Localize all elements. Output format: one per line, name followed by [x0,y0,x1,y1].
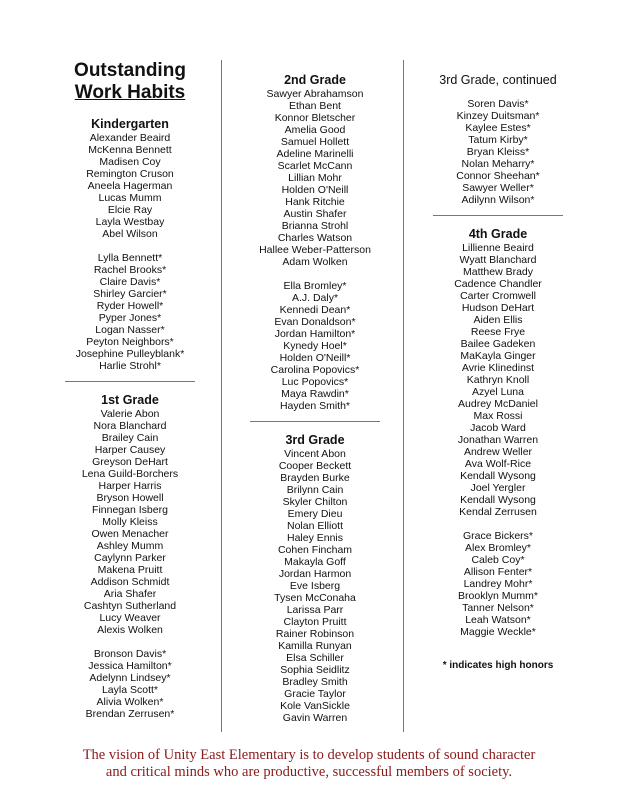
student-name: Bronson Davis* [93,648,167,660]
student-name: Reese Frye [470,326,526,338]
vision-statement [0,747,618,781]
student-name: Ella Bromley* [283,280,347,292]
student-name: MaKayla Ginger [460,350,536,362]
student-name: Audrey McDaniel [458,398,538,410]
student-name: Finnegan Isberg [92,504,168,516]
student-name: Hank Ritchie [285,196,345,208]
student-name: Hudson DeHart [461,302,535,314]
student-name: Kendall Wysong [460,470,536,482]
student-name: Bryson Howell [96,492,164,504]
title-line-2: Work Habits [74,82,186,103]
student-name: Kamilla Runyan [278,640,352,652]
student-name: Jacob Ward [470,422,526,434]
student-name: Joel Yergler [470,482,526,494]
student-name: Jordan Harmon [278,568,352,580]
student-name: Addison Schmidt [90,576,170,588]
student-name: Ava Wolf-Rice [464,458,532,470]
student-name: Lucas Mumm [98,192,162,204]
student-name: Larissa Parr [286,604,344,616]
student-name: Tatum Kirby* [468,134,528,146]
student-name: Bailee Gadeken [460,338,536,350]
group-spacer [408,518,588,530]
student-name: Madisen Coy [99,156,161,168]
student-name: Caylynn Parker [94,552,166,564]
student-name: Cohen Fincham [277,544,353,556]
high-honors-note: * indicates high honors [442,660,554,671]
student-name: Sophia Seidlitz [280,664,350,676]
grade-heading: 4th Grade [468,227,528,241]
student-name: Lillienne Beaird [462,242,534,254]
student-name: Aiden Ellis [473,314,523,326]
student-name: Pyper Jones* [98,312,162,324]
student-name: Rachel Brooks* [93,264,167,276]
student-name: Layla Westbay [95,216,165,228]
student-name: Jordan Hamilton* [274,328,356,340]
student-name: Kole VanSickle [280,700,350,712]
student-name: Ryder Howell* [96,300,164,312]
section-divider [65,381,195,382]
column-right [408,60,588,672]
student-name: Valerie Abon [100,408,160,420]
column-divider-left [221,60,222,732]
grade-heading: 3rd Grade [285,433,345,447]
student-name: Abel Wilson [102,228,158,240]
student-name: Andrew Weller [463,446,533,458]
student-name: Emery Dieu [287,508,343,520]
grade-heading: 1st Grade [101,393,159,407]
student-name: Carter Cromwell [460,290,536,302]
student-name: Lylla Bennett* [97,252,163,264]
student-name: Greyson DeHart [92,456,168,468]
student-name: Alex Bromley* [465,542,531,554]
student-name: Tysen McConaha [274,592,356,604]
student-name: Lillian Mohr [288,172,342,184]
student-name: Connor Sheehan* [456,170,540,182]
grade-heading: 2nd Grade [284,73,346,87]
student-name: Brailey Cain [101,432,159,444]
title-line-1: Outstanding [74,60,186,81]
student-name: Josephine Pulleyblank* [75,348,185,360]
student-name: Adeline Marinelli [276,148,354,160]
student-name: Matthew Brady [462,266,534,278]
student-name: Kendal Zerrusen [459,506,537,518]
student-name: Molly Kleiss [102,516,158,528]
student-name: A.J. Daly* [291,292,339,304]
student-name: Shirley Garcier* [93,288,167,300]
student-name: Ashley Mumm [96,540,164,552]
third-grade-continued-list [408,98,588,206]
vision-line-1: The vision of Unity East Elementary is to develop students of sound character [82,747,536,763]
fourth-grade-section [408,226,588,638]
group-spacer [40,240,220,252]
section-divider [250,421,380,422]
student-name: Harper Harris [98,480,162,492]
student-name: Austin Shafer [283,208,347,220]
student-name: Brilynn Cain [286,484,344,496]
student-name: Brianna Strohl [281,220,349,232]
student-name: Brayden Burke [280,472,350,484]
student-name: Soren Davis* [467,98,529,110]
student-name: Brooklyn Mumm* [458,590,538,602]
student-name: Cashtyn Sutherland [83,600,177,612]
student-name: Tanner Nelson* [462,602,534,614]
student-name: Peyton Neighbors* [86,336,174,348]
student-name: Haley Ennis [286,532,344,544]
student-name: Brendan Zerrusen* [85,708,175,720]
student-name: Owen Menacher [91,528,169,540]
section-divider [433,215,563,216]
student-name: Kaylee Estes* [465,122,531,134]
student-name: Vincent Abon [284,448,346,460]
student-name: Carolina Popovics* [270,364,360,376]
student-name: Allison Fenter* [463,566,533,578]
student-name: Layla Scott* [101,684,159,696]
student-name: Clayton Pruitt [283,616,347,628]
student-name: Remington Cruson [86,168,174,180]
student-name: Cooper Beckett [278,460,352,472]
student-name: Caleb Coy* [471,554,525,566]
student-name: Elsa Schiller [286,652,344,664]
student-name: Aneela Hagerman [87,180,173,192]
student-name: Makena Pruitt [97,564,163,576]
student-name: Bradley Smith [282,676,348,688]
student-name: Nora Blanchard [93,420,167,432]
column-middle [225,60,405,724]
student-name: Jonathan Warren [457,434,539,446]
column-middle-sections [225,72,405,724]
student-name: Maggie Weckle* [460,626,536,638]
student-name: Lena Guild-Borchers [81,468,179,480]
student-name: Nolan Meharry* [461,158,535,170]
student-name: Alexander Beaird [89,132,171,144]
student-name: Avrie Klinedinst [461,362,535,374]
student-name: Lucy Weaver [99,612,161,624]
student-name: Kathryn Knoll [466,374,530,386]
student-name: Rainer Robinson [275,628,355,640]
group-spacer [225,268,405,280]
student-name: Hallee Weber-Patterson [259,244,371,256]
student-name: Holden O'Neill* [279,352,351,364]
student-name: Kendall Wysong [460,494,536,506]
student-name: Alivia Wolken* [96,696,164,708]
group-spacer [40,636,220,648]
student-name: Charles Watson [277,232,353,244]
student-name: Adam Wolken [282,256,348,268]
student-name: Sawyer Weller* [462,182,534,194]
student-name: Gavin Warren [282,712,348,724]
student-name: Konnor Bletscher [274,112,356,124]
student-name: Kinzey Duitsman* [456,110,540,122]
student-name: Nolan Elliott [286,520,344,532]
student-name: Harlie Strohl* [99,360,161,372]
student-name: Sawyer Abrahamson [266,88,364,100]
student-name: Alexis Wolken [97,624,163,636]
student-name: Makayla Goff [284,556,346,568]
continued-heading: 3rd Grade, continued [439,73,557,87]
student-name: Gracie Taylor [284,688,346,700]
student-name: Adelynn Lindsey* [89,672,171,684]
student-name: Samuel Hollett [280,136,350,148]
student-name: McKenna Bennett [88,144,172,156]
grade-heading: Kindergarten [91,117,169,131]
student-name: Amelia Good [284,124,346,136]
student-name: Holden O'Neill [281,184,349,196]
student-name: Evan Donaldson* [274,316,356,328]
student-name: Wyatt Blanchard [459,254,537,266]
column-left-sections [40,116,220,720]
student-name: Harper Causey [94,444,166,456]
student-name: Max Rossi [473,410,523,422]
student-name: Aria Shafer [103,588,157,600]
student-name: Azyel Luna [472,386,524,398]
vision-line-2: and critical minds who are productive, successful members of society. [105,764,513,780]
student-name: Eve Isberg [289,580,341,592]
student-name: Maya Rawdin* [281,388,349,400]
student-name: Scarlet McCann [277,160,353,172]
student-name: Elcie Ray [107,204,153,216]
student-name: Hayden Smith* [279,400,351,412]
student-name: Jessica Hamilton* [88,660,172,672]
student-name: Claire Davis* [99,276,161,288]
student-name: Grace Bickers* [462,530,534,542]
student-name: Luc Popovics* [281,376,349,388]
student-name: Skyler Chilton [282,496,348,508]
student-name: Leah Watson* [465,614,531,626]
column-left [40,60,220,720]
student-name: Ethan Bent [289,100,341,112]
student-name: Landrey Mohr* [463,578,533,590]
student-name: Cadence Chandler [454,278,542,290]
student-name: Adilynn Wilson* [461,194,535,206]
student-name: Bryan Kleiss* [466,146,530,158]
student-name: Kennedi Dean* [279,304,351,316]
student-name: Kynedy Hoel* [283,340,347,352]
student-name: Logan Nasser* [95,324,165,336]
page-title [40,60,220,104]
